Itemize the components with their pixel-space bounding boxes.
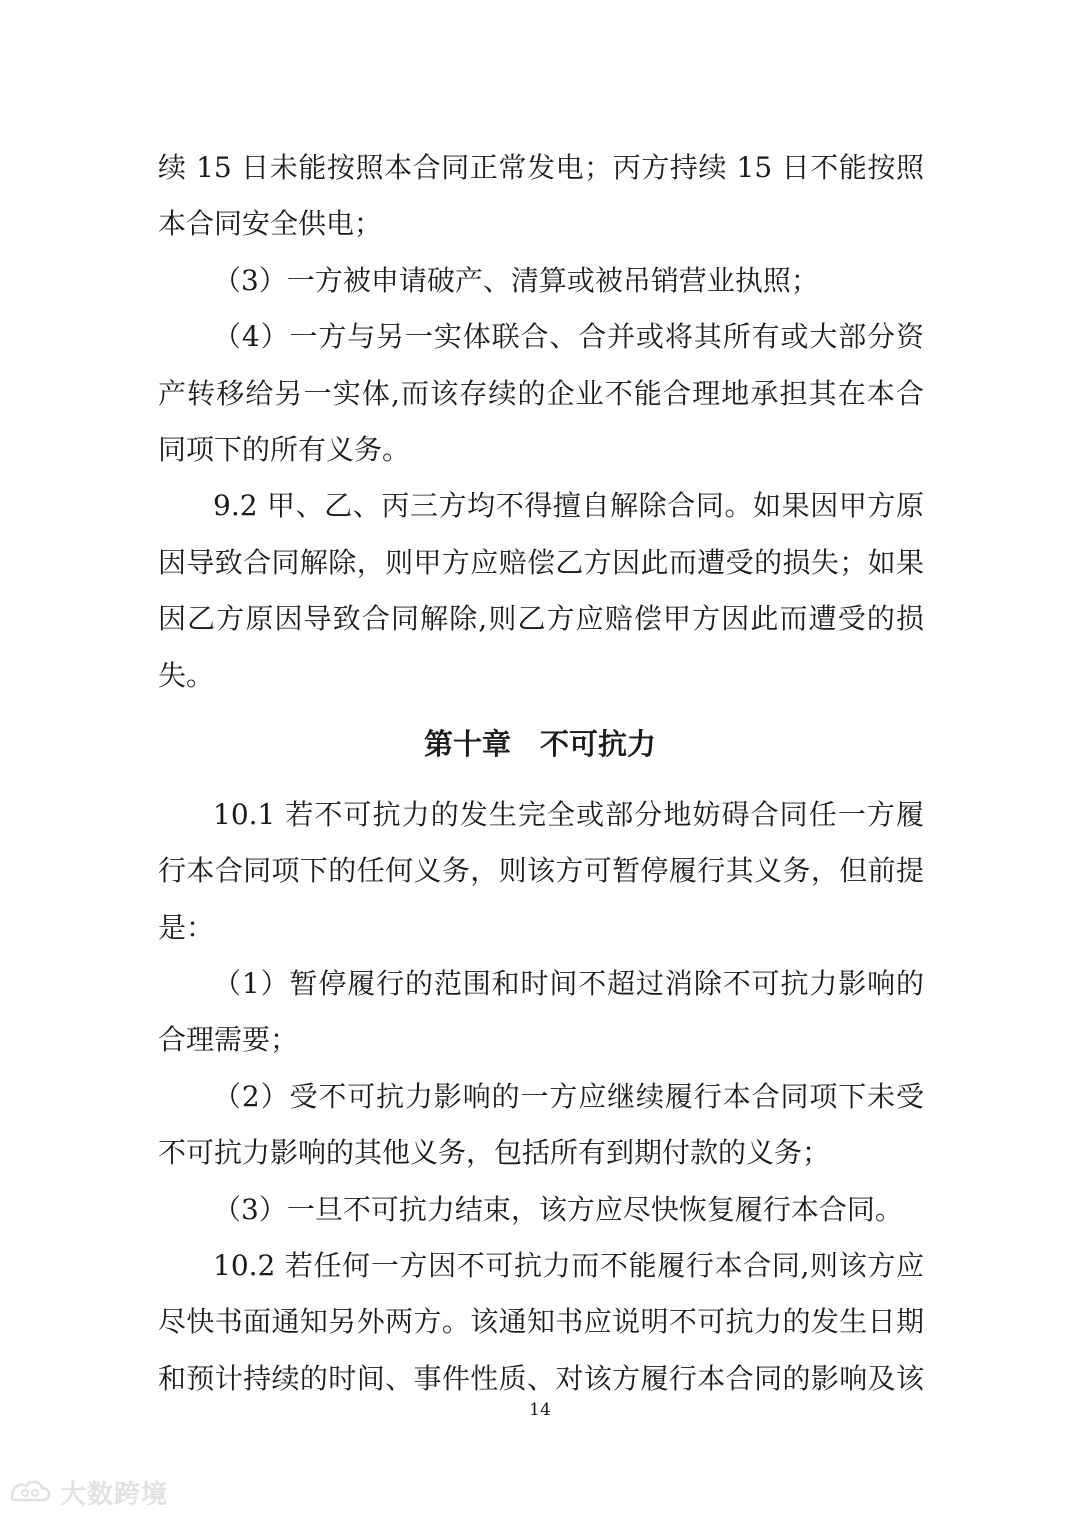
watermark-text: 大数跨境 xyxy=(60,1480,169,1510)
text-line: （1）暂停履行的范围和时间不超过消除不可抗力影响的 xyxy=(213,967,924,1000)
text-line: 同项下的所有义务。 xyxy=(158,433,411,466)
text-line: 10.1 若不可抗力的发生完全或部分地妨碍合同任一方履 xyxy=(213,798,924,831)
text-line: 10.2 若任何一方因不可抗力而不能履行本合同,则该方应 xyxy=(213,1249,924,1282)
dashuju-logo-icon xyxy=(8,1476,54,1510)
text-line: （4）一方与另一实体联合、合并或将其所有或大部分资 xyxy=(213,320,924,353)
text-line: 失。 xyxy=(158,659,215,692)
page-number: 14 xyxy=(529,1400,551,1420)
text-line: （3）一旦不可抗力结束，该方应尽快恢复履行本合同。 xyxy=(213,1193,903,1226)
text-line: 和预计持续的时间、事件性质、对该方履行本合同的影响及该 xyxy=(158,1362,924,1395)
text-line: （3）一方被申请破产、清算或被吊销营业执照； xyxy=(213,264,819,297)
chapter-heading: 第十章 不可抗力 xyxy=(423,727,656,761)
text-line: 因乙方原因导致合同解除,则乙方应赔偿甲方因此而遭受的损 xyxy=(158,602,924,635)
text-line: （2）受不可抗力影响的一方应继续履行本合同项下未受 xyxy=(213,1080,924,1113)
text-line: 9.2 甲、乙、丙三方均不得擅自解除合同。如果因甲方原 xyxy=(213,489,924,522)
text-line: 不可抗力影响的其他义务，包括所有到期付款的义务； xyxy=(158,1136,831,1169)
text-line: 尽快书面通知另外两方。该通知书应说明不可抗力的发生日期 xyxy=(158,1305,924,1338)
text-line: 产转移给另一实体,而该存续的企业不能合理地承担其在本合 xyxy=(158,377,924,410)
text-line: 行本合同项下的任何义务，则该方可暂停履行其义务，但前提 xyxy=(158,854,924,887)
text-line: 是： xyxy=(158,911,215,944)
text-line: 本合同安全供电； xyxy=(158,207,383,240)
watermark xyxy=(8,1474,168,1511)
text-line: 续 15 日未能按照本合同正常发电；丙方持续 15 日不能按照 xyxy=(158,151,924,184)
text-line: 合理需要； xyxy=(158,1023,299,1056)
text-line: 因导致合同解除，则甲方应赔偿乙方因此而遭受的损失；如果 xyxy=(158,546,924,579)
